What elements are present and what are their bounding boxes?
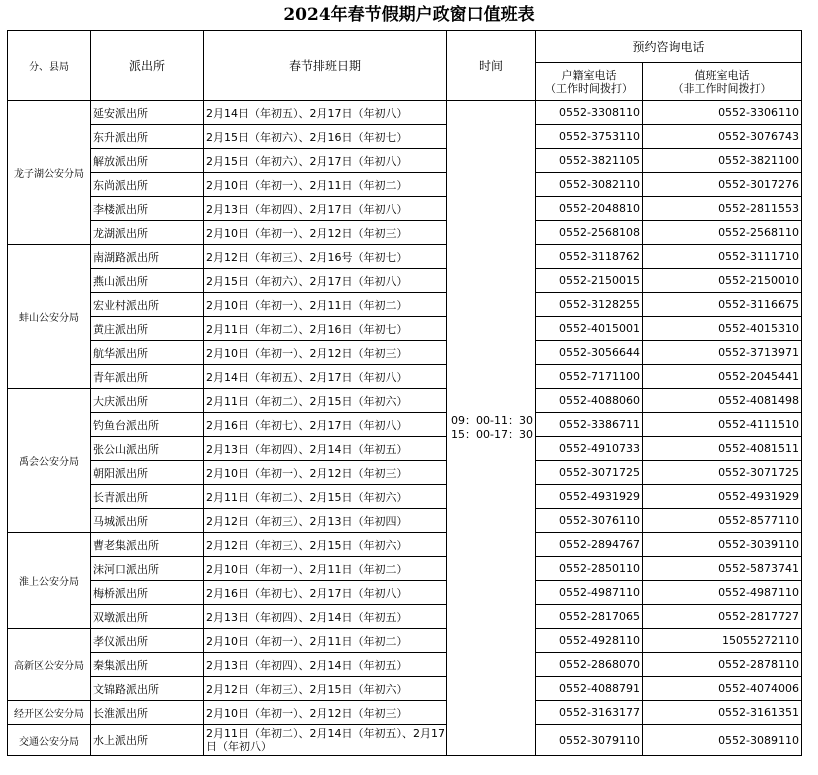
header-dates: 春节排班日期: [204, 31, 447, 101]
station-cell: 文锦路派出所: [91, 677, 204, 701]
district-cell: 龙子湖公安分局: [8, 101, 91, 245]
table-row: [8, 149, 802, 173]
table-row: [8, 293, 802, 317]
household-phone-cell: 0552-4931929: [536, 485, 643, 509]
district-cell: 经开区公安分局: [8, 701, 91, 725]
station-cell: 青年派出所: [91, 365, 204, 389]
household-phone-cell: 0552-3056644: [536, 341, 643, 365]
table-row: [8, 101, 802, 125]
duty-phone-cell: 0552-4987110: [643, 581, 802, 605]
duty-phone-cell: 0552-2878110: [643, 653, 802, 677]
dates-cell: 2月11日（年初二）、2月16日（年初七）: [204, 317, 447, 341]
table-row: [8, 605, 802, 629]
station-cell: 宏业村派出所: [91, 293, 204, 317]
dates-cell: 2月11日（年初二）、2月15日（年初六）: [204, 485, 447, 509]
dates-cell: 2月13日（年初四）、2月17日（年初八）: [204, 197, 447, 221]
duty-phone-cell: 0552-3076743: [643, 125, 802, 149]
dates-cell: 2月14日（年初五）、2月17日（年初八）: [204, 365, 447, 389]
household-phone-cell: 0552-3079110: [536, 725, 643, 756]
household-phone-cell: 0552-3163177: [536, 701, 643, 725]
dates-cell: 2月10日（年初一）、2月11日（年初二）: [204, 557, 447, 581]
dates-cell: 2月10日（年初一）、2月12日（年初三）: [204, 701, 447, 725]
header-duty-phone-line1: 值班室电话: [694, 68, 750, 82]
duty-schedule-table: [7, 30, 802, 756]
station-cell: 长青派出所: [91, 485, 204, 509]
table-row: [8, 365, 802, 389]
header-time: 时间: [447, 31, 536, 101]
dates-cell: 2月13日（年初四）、2月14日（年初五）: [204, 605, 447, 629]
dates-cell: 2月13日（年初四）、2月14日（年初五）: [204, 437, 447, 461]
station-cell: 张公山派出所: [91, 437, 204, 461]
household-phone-cell: 0552-2048810: [536, 197, 643, 221]
table-header: [8, 31, 802, 101]
duty-phone-cell: 0552-3039110: [643, 533, 802, 557]
dates-cell: 2月12日（年初三）、2月15日（年初六）: [204, 677, 447, 701]
station-cell: 孝仪派出所: [91, 629, 204, 653]
dates-cell: 2月13日（年初四）、2月14日（年初五）: [204, 653, 447, 677]
household-phone-cell: 0552-3128255: [536, 293, 643, 317]
station-cell: 沫河口派出所: [91, 557, 204, 581]
dates-cell: 2月10日（年初一）、2月11日（年初二）: [204, 173, 447, 197]
station-cell: 李楼派出所: [91, 197, 204, 221]
station-cell: 秦集派出所: [91, 653, 204, 677]
duty-phone-cell: 0552-4074006: [643, 677, 802, 701]
station-cell: 东升派出所: [91, 125, 204, 149]
household-phone-cell: 0552-2817065: [536, 605, 643, 629]
duty-phone-cell: 0552-3306110: [643, 101, 802, 125]
dates-cell: 2月12日（年初三）、2月13日（年初四）: [204, 509, 447, 533]
household-phone-cell: 0552-3821105: [536, 149, 643, 173]
household-phone-cell: 0552-2850110: [536, 557, 643, 581]
dates-cell: 2月10日（年初一）、2月12日（年初三）: [204, 461, 447, 485]
station-cell: 水上派出所: [91, 725, 204, 756]
duty-phone-cell: 0552-3071725: [643, 461, 802, 485]
table-row: [8, 341, 802, 365]
district-cell: 淮上公安分局: [8, 533, 91, 629]
station-cell: 航华派出所: [91, 341, 204, 365]
station-cell: 南湖路派出所: [91, 245, 204, 269]
station-cell: 曹老集派出所: [91, 533, 204, 557]
duty-phone-cell: 0552-3713971: [643, 341, 802, 365]
household-phone-cell: 0552-2150015: [536, 269, 643, 293]
district-cell: 蚌山公安分局: [8, 245, 91, 389]
time-cell: 09：00-11：30 15：00-17：30: [447, 101, 536, 756]
duty-phone-cell: 0552-2150010: [643, 269, 802, 293]
dates-cell: 2月11日（年初二）、2月15日（年初六）: [204, 389, 447, 413]
household-phone-cell: 0552-4088791: [536, 677, 643, 701]
dates-cell: 2月14日（年初五）、2月17日（年初八）: [204, 101, 447, 125]
household-phone-cell: 0552-3071725: [536, 461, 643, 485]
dates-cell: 2月16日（年初七）、2月17日（年初八）: [204, 581, 447, 605]
page-title: 2024年春节假期户政窗口值班表: [283, 5, 535, 25]
header-duty-phone: [643, 63, 802, 101]
dates-cell: 2月12日（年初三）、2月15日（年初六）: [204, 533, 447, 557]
dates-cell: 2月10日（年初一）、2月12日（年初三）: [204, 221, 447, 245]
header-duty-phone-line2: （非工作时间拨打）: [672, 81, 772, 95]
table-row: [8, 485, 802, 509]
district-cell: 高新区公安分局: [8, 629, 91, 701]
duty-phone-cell: 0552-2045441: [643, 365, 802, 389]
header-phone-group: 预约咨询电话: [536, 31, 802, 63]
header-district: 分、县局: [8, 31, 91, 101]
duty-phone-cell: 0552-2811553: [643, 197, 802, 221]
dates-cell: 2月15日（年初六）、2月17日（年初八）: [204, 269, 447, 293]
duty-phone-cell: 0552-4931929: [643, 485, 802, 509]
table-row: [8, 725, 802, 756]
table-row: [8, 389, 802, 413]
header-station: 派出所: [91, 31, 204, 101]
table-row: [8, 245, 802, 269]
household-phone-cell: 0552-2894767: [536, 533, 643, 557]
table-row: [8, 221, 802, 245]
household-phone-cell: 0552-3308110: [536, 101, 643, 125]
table-row: [8, 701, 802, 725]
header-household-phone-line2: （工作时间拨打）: [545, 81, 633, 95]
header-household-phone: [536, 63, 643, 101]
duty-phone-cell: 0552-2568110: [643, 221, 802, 245]
header-household-phone-line1: 户籍室电话: [561, 68, 617, 82]
station-cell: 钓鱼台派出所: [91, 413, 204, 437]
station-cell: 大庆派出所: [91, 389, 204, 413]
table-row: [8, 173, 802, 197]
household-phone-cell: 0552-3118762: [536, 245, 643, 269]
district-cell: 禹会公安分局: [8, 389, 91, 533]
table-row: [8, 653, 802, 677]
dates-cell: 2月10日（年初一）、2月12日（年初三）: [204, 341, 447, 365]
duty-phone-cell: 15055272110: [643, 629, 802, 653]
household-phone-cell: 0552-3082110: [536, 173, 643, 197]
table-body: [8, 101, 802, 756]
household-phone-cell: 0552-2868070: [536, 653, 643, 677]
station-cell: 黄庄派出所: [91, 317, 204, 341]
station-cell: 梅桥派出所: [91, 581, 204, 605]
station-cell: 解放派出所: [91, 149, 204, 173]
household-phone-cell: 0552-3386711: [536, 413, 643, 437]
household-phone-cell: 0552-4088060: [536, 389, 643, 413]
table-row: [8, 461, 802, 485]
table-row: [8, 581, 802, 605]
duty-phone-cell: 0552-4081498: [643, 389, 802, 413]
household-phone-cell: 0552-3076110: [536, 509, 643, 533]
duty-phone-cell: 0552-5873741: [643, 557, 802, 581]
dates-cell: 2月10日（年初一）、2月11日（年初二）: [204, 629, 447, 653]
household-phone-cell: 0552-4928110: [536, 629, 643, 653]
table-row: [8, 269, 802, 293]
table-row: [8, 533, 802, 557]
duty-phone-cell: 0552-4015310: [643, 317, 802, 341]
district-cell: 交通公安分局: [8, 725, 91, 756]
station-cell: 龙湖派出所: [91, 221, 204, 245]
dates-cell: 2月10日（年初一）、2月11日（年初二）: [204, 293, 447, 317]
station-cell: 朝阳派出所: [91, 461, 204, 485]
table-row: [8, 509, 802, 533]
dates-cell: 2月15日（年初六）、2月16日（年初七）: [204, 125, 447, 149]
duty-phone-cell: 0552-3089110: [643, 725, 802, 756]
duty-phone-cell: 0552-2817727: [643, 605, 802, 629]
duty-phone-cell: 0552-3821100: [643, 149, 802, 173]
station-cell: 双墩派出所: [91, 605, 204, 629]
household-phone-cell: 0552-4910733: [536, 437, 643, 461]
household-phone-cell: 0552-4015001: [536, 317, 643, 341]
station-cell: 长淮派出所: [91, 701, 204, 725]
dates-cell: 2月16日（年初七）、2月17日（年初八）: [204, 413, 447, 437]
dates-cell: 2月15日（年初六）、2月17日（年初八）: [204, 149, 447, 173]
station-cell: 燕山派出所: [91, 269, 204, 293]
station-cell: 东尚派出所: [91, 173, 204, 197]
household-phone-cell: 0552-4987110: [536, 581, 643, 605]
duty-phone-cell: 0552-3161351: [643, 701, 802, 725]
table-row: [8, 413, 802, 437]
table-row: [8, 557, 802, 581]
duty-phone-cell: 0552-3111710: [643, 245, 802, 269]
table-row: [8, 437, 802, 461]
household-phone-cell: 0552-7171100: [536, 365, 643, 389]
dates-cell: 2月11日（年初二）、2月14日（年初五）、2月17日（年初八）: [204, 725, 447, 756]
duty-phone-cell: 0552-3116675: [643, 293, 802, 317]
table-row: [8, 125, 802, 149]
table-row: [8, 317, 802, 341]
duty-phone-cell: 0552-3017276: [643, 173, 802, 197]
station-cell: 马城派出所: [91, 509, 204, 533]
table-row: [8, 197, 802, 221]
household-phone-cell: 0552-3753110: [536, 125, 643, 149]
household-phone-cell: 0552-2568108: [536, 221, 643, 245]
duty-phone-cell: 0552-4111510: [643, 413, 802, 437]
duty-phone-cell: 0552-8577110: [643, 509, 802, 533]
station-cell: 延安派出所: [91, 101, 204, 125]
table-row: [8, 629, 802, 653]
dates-cell: 2月12日（年初三）、2月16号（年初七）: [204, 245, 447, 269]
table-row: [8, 677, 802, 701]
duty-phone-cell: 0552-4081511: [643, 437, 802, 461]
